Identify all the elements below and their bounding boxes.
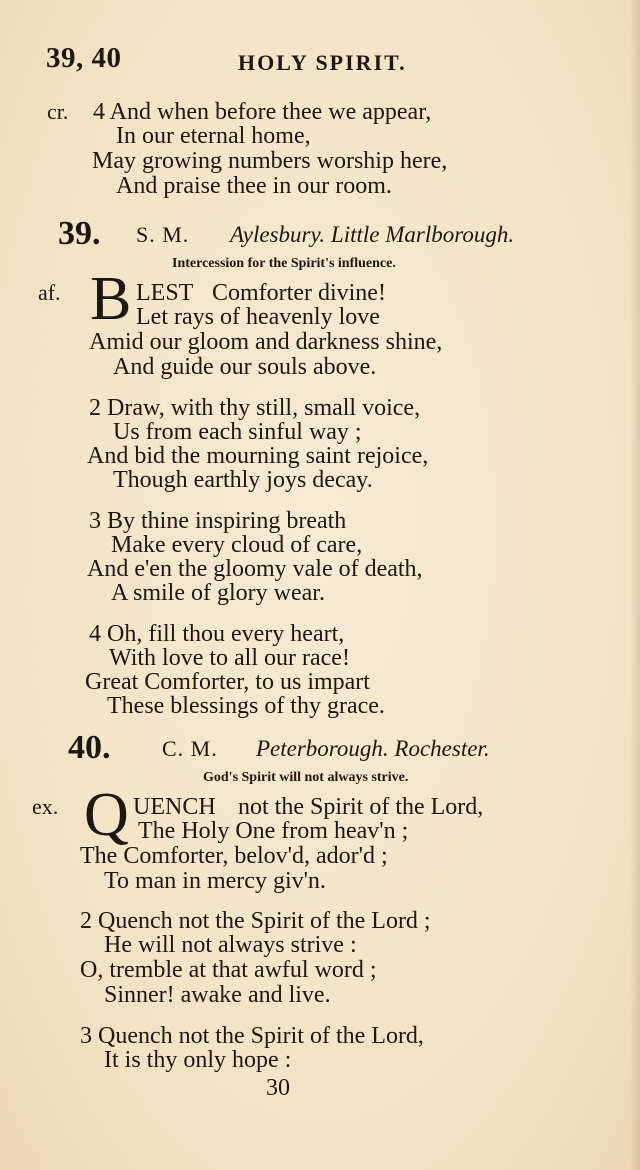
hymn-39-s4-line-4: These blessings of thy grace. [107,693,385,719]
hymn-39-s3-line-1: 3 By thine inspiring breath [89,508,347,534]
carryover-line-2: In our eternal home, [116,123,311,149]
page-edge-shadow [630,0,640,1170]
hymn-40-s1-line-4: To man in mercy giv'n. [104,868,326,894]
hymn-39-s3-line-3: And e'en the gloomy vale of death, [87,556,423,582]
hymn-39-tunes: Aylesbury. Little Marlborough. [230,222,515,247]
hymn-39-s1-line-4: And guide our souls above. [113,354,377,380]
hymn-40-s2-line-3: O, tremble at that awful word ; [80,957,377,983]
hymn-39-subject: Intercession for the Spirit's influence. [172,256,396,271]
page-numbers: 39, 40 [46,42,122,74]
hymn-40-meter: C. M. [162,736,218,761]
hymn-39-s1-line-3: Amid our gloom and darkness shine, [89,329,443,355]
mark-af: af. [38,280,61,305]
hymn-40-s2-line-4: Sinner! awake and live. [104,982,331,1008]
hymn-39-s4-line-2: With love to all our race! [109,645,350,671]
hymn-39-s4-line-3: Great Comforter, to us impart [85,669,370,695]
hymn-40-number: 40. [68,729,111,766]
mark-cr: cr. [47,99,69,124]
hymn-40-tunes: Peterborough. Rochester. [256,736,490,761]
hymn-39-s2-line-1: 2 Draw, with thy still, small voice, [89,395,421,421]
mark-ex: ex. [32,794,59,819]
hymn-39-meter: S. M. [136,222,190,247]
hymn-39-number: 39. [58,215,101,252]
hymn-40-s2-line-2: He will not always strive : [104,932,357,958]
hymn-39-s2-line-4: Though earthly joys decay. [113,467,373,493]
dropcap-q: Q [84,781,129,849]
signature-mark: 30 [266,1075,290,1101]
hymn-39-s1-line-1: Comforter divine! [212,280,386,306]
hymn-40-s1-line-3: The Comforter, belov'd, ador'd ; [80,843,388,869]
hymn-40-s3-line-2: It is thy only hope : [104,1047,292,1073]
hymn-39-s2-line-2: Us from each sinful way ; [113,419,362,445]
hymn-39-s2-line-3: And bid the mourning saint rejoice, [87,443,429,469]
hymn-40-s1-line-1: not the Spirit of the Lord, [238,794,484,820]
carryover-line-1: 4 And when before thee we appear, [93,99,432,125]
carryover-line-3: May growing numbers worship here, [92,148,448,174]
hymn-40-s1-line-2: The Holy One from heav'n ; [138,818,409,844]
hymn-39-s1-line-2: Let rays of heavenly love [136,304,380,330]
hymn-40-s3-line-1: 3 Quench not the Spirit of the Lord, [80,1023,424,1049]
hymn-39-first-word: LEST [136,280,194,306]
hymn-39-s3-line-2: Make every cloud of care, [111,532,363,558]
running-title: HOLY SPIRIT. [238,50,407,75]
hymn-39-s3-line-4: A smile of glory wear. [111,580,325,606]
hymn-40-first-word: UENCH [133,794,216,820]
hymn-39-s4-line-1: 4 Oh, fill thou every heart, [89,621,345,647]
carryover-line-4: And praise thee in our room. [116,173,392,199]
hymn-40-subject: God's Spirit will not always strive. [203,770,409,785]
dropcap-b: B [90,265,132,333]
hymn-40-s2-line-1: 2 Quench not the Spirit of the Lord ; [80,908,431,934]
